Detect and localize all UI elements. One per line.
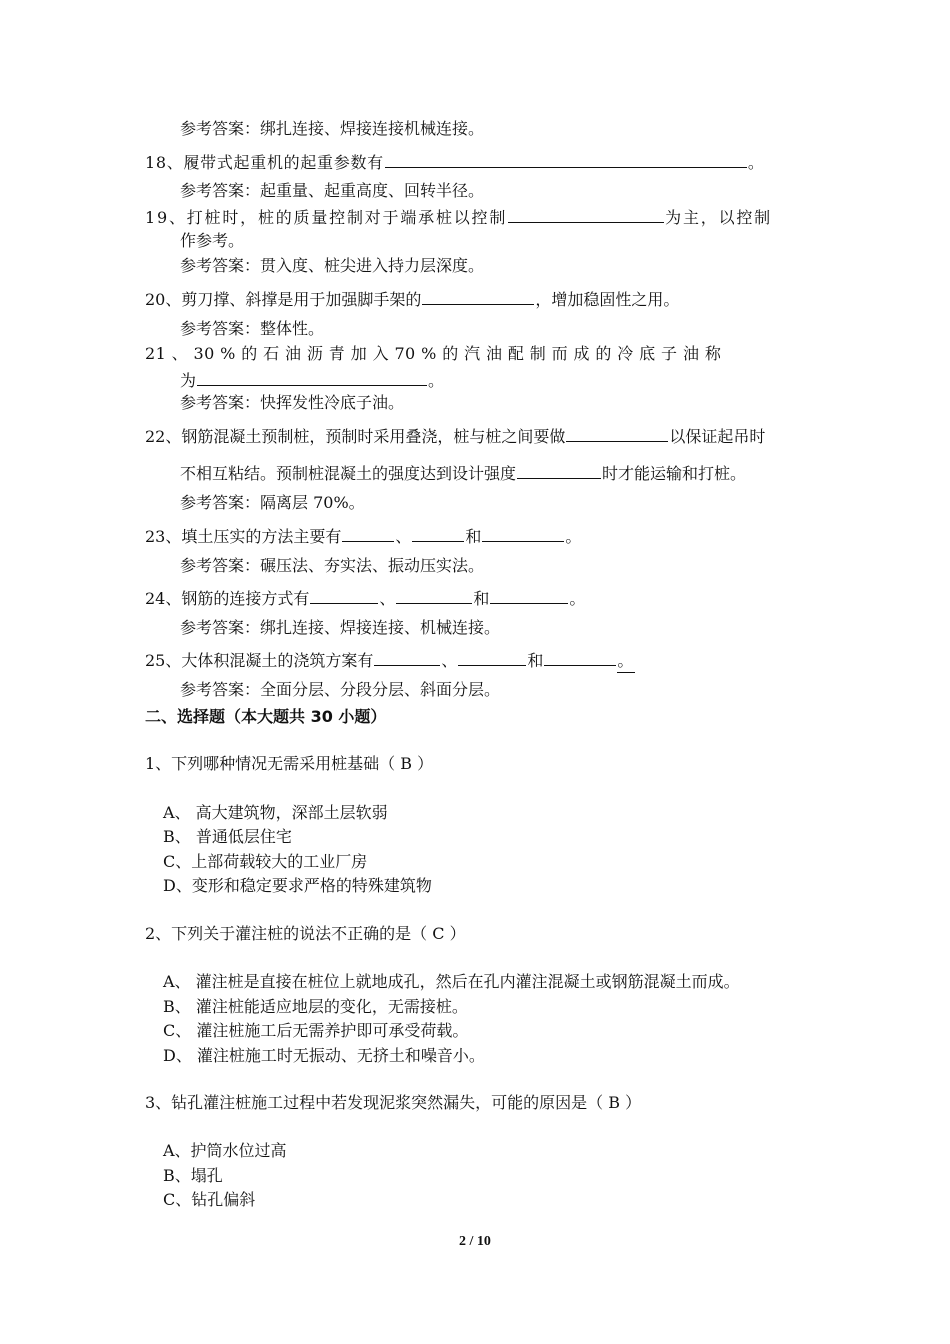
- answer-19: 参考答案：贯入度、桩尖进入持力层深度。: [180, 256, 485, 275]
- fill-blank: [517, 461, 601, 479]
- fill-blank: [374, 648, 440, 666]
- answer-24: 参考答案：绑扎连接、焊接连接、机械连接。: [180, 618, 501, 637]
- fill-blank: [508, 205, 664, 223]
- mc-question-2: 2、下列关于灌注桩的说法不正确的是（ C ）: [145, 924, 466, 943]
- question-19: 19、打桩时，桩的质量控制对于端承桩以控制 为主，以控制: [145, 205, 772, 229]
- answer-17: 参考答案：绑扎连接、焊接连接机械连接。: [180, 119, 485, 138]
- fill-blank: [342, 524, 394, 542]
- mc-option-1d: D、变形和稳定要求严格的特殊建筑物: [163, 876, 432, 895]
- answer-20: 参考答案：整体性。: [180, 319, 325, 338]
- answer-23: 参考答案：碾压法、夯实法、振动压实法。: [180, 556, 485, 575]
- page-number: 2 / 10: [459, 1234, 491, 1249]
- answer-22: 参考答案：隔离层 70%。: [180, 493, 365, 512]
- fill-blank: [482, 524, 564, 542]
- fill-blank: [396, 586, 472, 604]
- question-18: 18、履带式起重机的起重参数有 。: [145, 150, 765, 174]
- fill-blank: [566, 424, 668, 442]
- mc-option-1c: C、上部荷载较大的工业厂房: [163, 852, 368, 871]
- fill-blank: [458, 648, 526, 666]
- fill-blank: [490, 586, 568, 604]
- question-19-continued: 作参考。: [180, 231, 245, 250]
- fill-blank: [412, 524, 464, 542]
- fill-blank: [197, 368, 427, 386]
- mc-option-1a: A、 高大建筑物，深部土层软弱: [163, 803, 388, 822]
- mc-option-2a: A、 灌注桩是直接在桩位上就地成孔，然后在孔内灌注混凝土或钢筋混凝土而成。: [163, 972, 740, 991]
- mc-option-3b: B、塌孔: [163, 1166, 223, 1185]
- question-21: 21 、 30 % 的 石 油 沥 青 加 入 70 % 的 汽 油 配 制 而 成 的 冷 底 子 油 称: [145, 344, 722, 363]
- question-22-continued: 不相互粘结。预制桩混凝土的强度达到设计强度 时才能运输和打桩。: [180, 461, 746, 485]
- mc-option-2b: B、 灌注桩能适应地层的变化，无需接桩。: [163, 997, 468, 1016]
- mc-option-2d: D、 灌注桩施工时无振动、无挤土和噪音小。: [163, 1046, 485, 1065]
- mc-option-2c: C、 灌注桩施工后无需养护即可承受荷载。: [163, 1021, 469, 1040]
- fill-blank: [310, 586, 378, 604]
- question-25: 25、大体积混凝土的浇筑方案有 、 和 。: [145, 648, 635, 673]
- question-20: 20、剪刀撑、斜撑是用于加强脚手架的 ，增加稳固性之用。: [145, 287, 679, 311]
- question-21-continued: 为 。: [180, 368, 444, 392]
- fill-blank: [544, 648, 616, 666]
- mc-question-3: 3、钻孔灌注桩施工过程中若发现泥浆突然漏失，可能的原因是（ B ）: [145, 1093, 642, 1112]
- fill-blank: [385, 150, 747, 168]
- question-24: 24、钢筋的连接方式有 、 和 。: [145, 586, 585, 610]
- answer-21: 参考答案：快挥发性冷底子油。: [180, 393, 405, 412]
- question-23: 23、填土压实的方法主要有 、 和 。: [145, 524, 581, 548]
- answer-25: 参考答案：全面分层、分段分层、斜面分层。: [180, 680, 501, 699]
- mc-option-3c: C、钻孔偏斜: [163, 1190, 256, 1209]
- answer-18: 参考答案：起重量、起重高度、回转半径。: [180, 181, 485, 200]
- mc-option-1b: B、 普通低层住宅: [163, 827, 292, 846]
- section-title-choice: 二、选择题（本大题共 30 小题）: [145, 707, 387, 726]
- fill-blank: [422, 287, 534, 305]
- mc-option-3a: A、护筒水位过高: [163, 1141, 287, 1160]
- mc-question-1: 1、下列哪种情况无需采用桩基础（ B ）: [145, 754, 434, 773]
- question-22: 22、钢筋混凝土预制桩，预制时采用叠浇，桩与桩之间要做 以保证起吊时: [145, 424, 765, 448]
